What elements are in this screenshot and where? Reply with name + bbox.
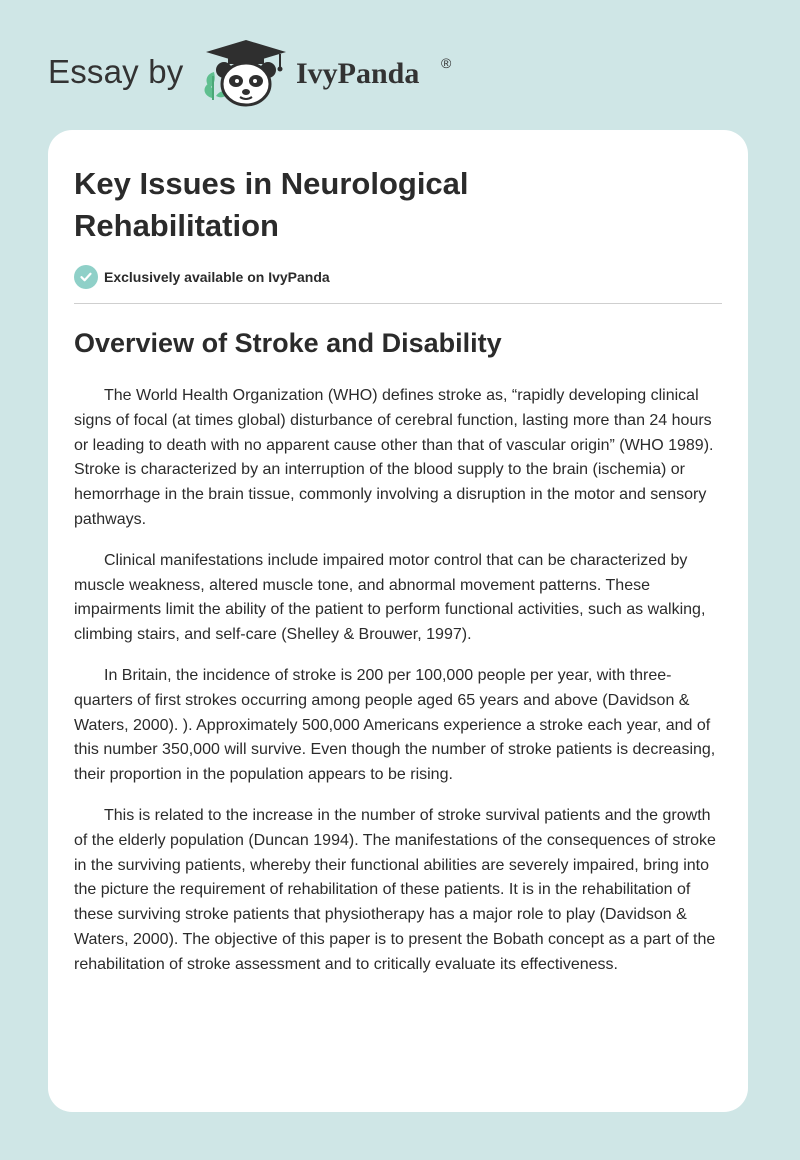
paragraph-2: Clinical manifestations include impaired motor control that can be characterized by muscle weakness, altered muscle tone, and abnormal movement patterns. These impairments limit the ability of the patient to perform functional activities, such as walking, climbing stairs, and self-care (Shelley & Brouwer, 1997). [74, 551, 706, 644]
article-card [48, 130, 748, 1112]
page-title: Key Issues in Neurological Rehabilitation [74, 166, 469, 243]
exclusive-badge [74, 263, 330, 291]
check-circle-icon [74, 265, 98, 289]
site-header [0, 0, 800, 120]
exclusive-badge-label: Exclusively available on IvyPanda [104, 269, 330, 285]
brand-name[interactable]: IvyPanda [296, 57, 420, 90]
registered-mark: ® [441, 55, 452, 71]
divider [74, 303, 722, 304]
paragraph-3: In Britain, the incidence of stroke is 200 per 100,000 people per year, with three-quarters of first strokes occurring among people aged 65 years and above (Davidson & Waters, 2000). ). Approximately 500,000 Americans experience a stroke each year, and of this number 350,000 will survive. Even though the number of stroke patients is decreasing, their proportion in the population appears to be rising. [74, 666, 716, 784]
section-heading: Overview of Stroke and Disability [74, 328, 502, 358]
brand-prefix: Essay by [48, 53, 184, 90]
paragraph-4: This is related to the increase in the number of stroke survival patients and the growth of the elderly population (Duncan 1994). The manifestations of the consequences of stroke in the surviving patients, whereby their functional abilities are severely impaired, bring into the picture the requirement of rehabilitation of these patients. It is in the rehabilitation of these surviving stroke patients that physiotherapy has a major role to play (Davidson & Waters, 2000). The objective of this paper is to present the Bobath concept as a part of the rehabilitation of stroke assessment and to critically evaluate its effectiveness. [74, 806, 716, 973]
article-body [74, 384, 724, 994]
paragraph-1: The World Health Organization (WHO) defines stroke as, “rapidly developing clinical signs of focal (at times global) disturbance of cerebral function, lasting more than 24 hours or leading to death with no apparent cause other than that of vascular origin” (WHO 1989). Stroke is characterized by an interruption of the blood supply to the brain (ischemia) or hemorrhage in the brain tissue, commonly involving a disruption in the motor and sensory pathways. [74, 387, 714, 528]
panda-graduate-icon[interactable] [200, 36, 292, 108]
